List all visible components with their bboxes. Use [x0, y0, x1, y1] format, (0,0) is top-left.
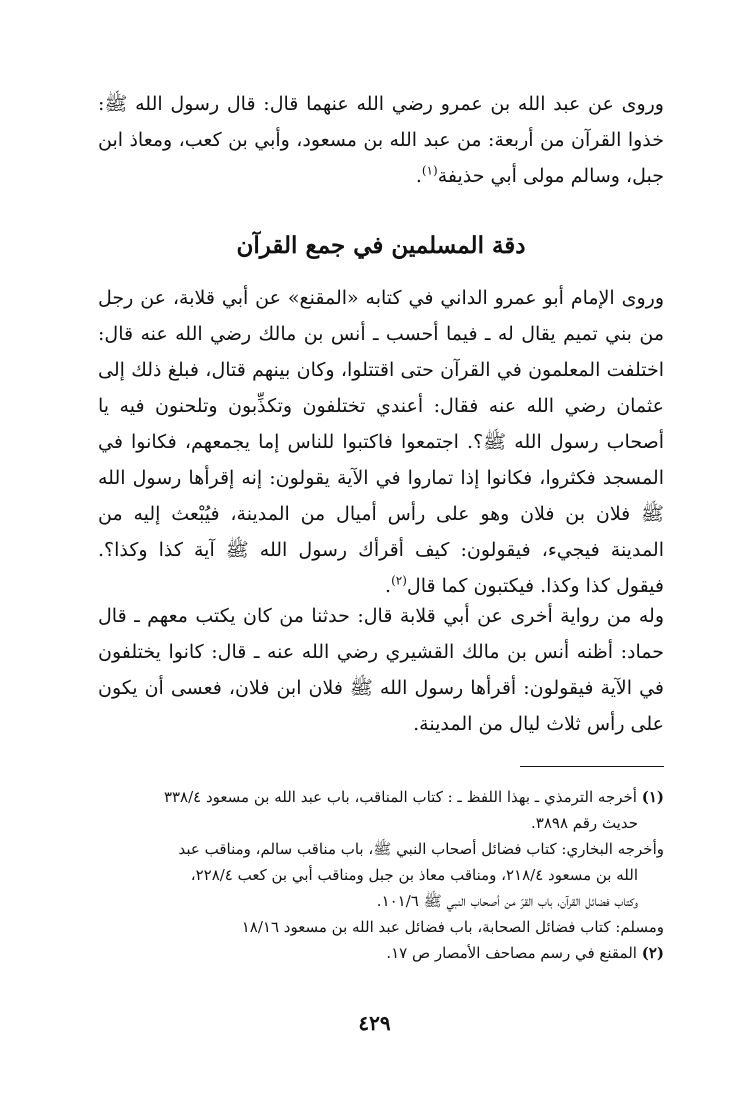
footnote-divider — [520, 766, 664, 767]
paragraph1-text: وروى عن عبد الله بن عمرو رضي الله عنهما قال: قال رسول الله ﷺ: خذوا القرآن من أربعة: من عبد الله بن مسعود، وأبي بن كعب، ومعاذ ابن جبل، وسالم مولى أبي حذيفة — [98, 93, 664, 187]
footnote-1-line-4: الله بن مسعود ٢١٨/٤، ومناقب معاذ بن جبل ومناقب أبي بن كعب ٢٢٨/٤، — [190, 866, 638, 884]
footnote-2-number: (٢) — [641, 944, 664, 962]
footnote-1-line-2: حديث رقم ٣٨٩٨. — [531, 814, 638, 832]
paragraph-hadith-four-reciters — [98, 86, 664, 194]
footnote-ref-1[interactable]: (١) — [421, 163, 438, 178]
footnote-1-line-5: وكتاب فضائل القرآن، باب القرّ من أصحاب النبي ﷺ ١٠١/٦. — [376, 892, 638, 910]
paragraph-uthman-story — [98, 280, 664, 604]
paragraph2-text: وروى الإمام أبو عمرو الداني في كتابه «المقنع» عن أبي قلابة، عن رجل من بني تميم يقال له ـ فيما أحسب ـ أنس بن مالك رضي الله عنه قال: اختلفت المعلمون في القرآن حتى اقتتلوا، وكان بينهم قتال، فبلغ ذلك إلى عثمان رضي الله عنه فقال: أعندي تختلفون وتكذِّبون وتلحنون فيه يا أصحاب رسول الله ﷺ؟. اجتمعوا فاكتبوا للناس إما يجمعهم، فكانوا في المسجد فكثروا، فكانوا إذا تماروا في الآية يقولون: إنه إقرأها رسول الله ﷺ فلان بن فلان وهو على رأس أميال من المدينة، فيُبْعث إليه من المدينة فيجيء، فيقولون: كيف أقرأك رسول الله ﷺ آية كذا وكذا؟. فيقول كذا وكذا. فيكتبون كما قال — [98, 287, 664, 597]
footnote-1-line-6: ومسلم: كتاب فضائل الصحابة، باب فضائل عبد الله بن مسعود ١٨/١٦ — [241, 918, 664, 936]
footnote-ref-2[interactable]: (٢) — [391, 573, 407, 588]
footnote-1-line-1 — [98, 784, 664, 810]
footnote-1-line-3: وأخرجه البخاري: كتاب فضائل أصحاب النبي ﷺ، باب مناقب سالم، ومناقب عبد — [178, 840, 664, 858]
footnote-1-number: (١) — [641, 788, 664, 806]
footnote-1-line-1-text: أخرجه الترمذي ـ بهذا اللفظ ـ : كتاب المناقب، باب عبد الله بن مسعود ٣٣٨/٤ — [163, 788, 637, 806]
section-heading: دقة المسلمين في جمع القرآن — [236, 232, 526, 259]
footnote-2-text: المقنع في رسم مصاحف الأمصار ص ١٧. — [386, 944, 637, 962]
paragraph2-end: . — [385, 575, 392, 597]
footnotes-section — [98, 784, 664, 966]
paragraph1-end: . — [415, 165, 422, 187]
page-number: ٤٢٩ — [358, 1011, 391, 1035]
footnote-2 — [98, 940, 664, 966]
paragraph-another-narration: وله من رواية أخرى عن أبي قلابة قال: حدثنا من كان يكتب معهم ـ قال حماد: أظنه أنس بن مالك القشيري رضي الله عنه ـ قال: كانوا يختلفون في الآية فيقولون: أقرأها رسول الله ﷺ فلان ابن فلان، فعسى أن يكون على رأس ثلاث ليال من المدينة. — [98, 605, 664, 735]
